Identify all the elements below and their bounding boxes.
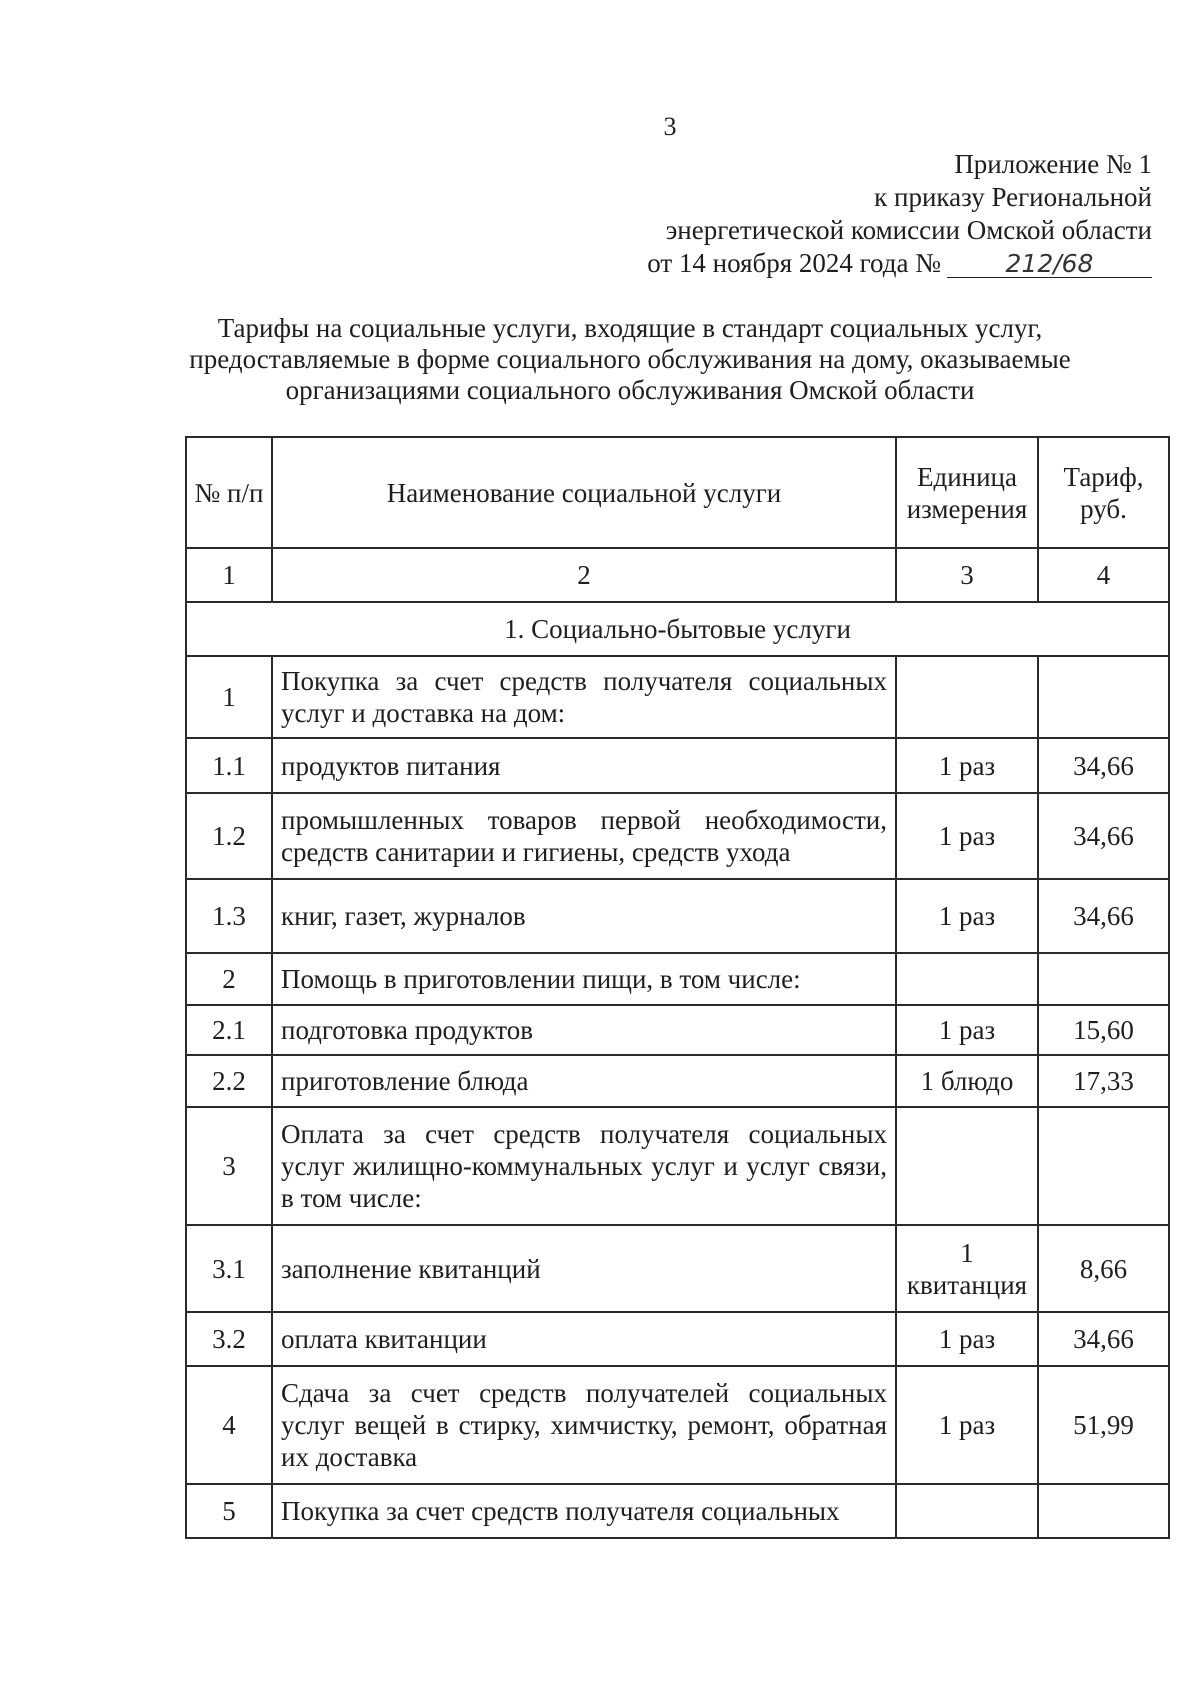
service-name: книг, газет, журналов	[272, 879, 896, 953]
row-number: 1.1	[186, 738, 272, 793]
unit-of-measure: 1 квитанция	[896, 1225, 1038, 1312]
row-number: 1.2	[186, 793, 272, 879]
unit-of-measure: 1 раз	[896, 1005, 1038, 1055]
tariffs-table	[185, 436, 1170, 1539]
appendix-line-3: энергетической комиссии Омской области	[665, 215, 1152, 245]
title-line-2: предоставляемые в форме социального обслуживания на дому, оказываемые	[189, 344, 1071, 374]
row-number: 3.1	[186, 1225, 272, 1312]
table-row	[186, 738, 1169, 793]
tariff-value: 34,66	[1038, 793, 1169, 879]
order-date-text: от 14 ноября 2024 года №	[647, 248, 941, 278]
unit-of-measure	[896, 953, 1038, 1005]
title-line-3: организациями социального обслуживания Омской области	[285, 375, 975, 405]
table-row	[186, 1312, 1169, 1366]
header-unit: Единица измерения	[896, 437, 1038, 548]
unit-of-measure: 1 раз	[896, 1366, 1038, 1484]
unit-of-measure: 1 раз	[896, 879, 1038, 953]
unit-of-measure: 1 раз	[896, 738, 1038, 793]
service-name: промышленных товаров первой необходимости, средств санитарии и гигиены, средств ухода	[272, 793, 896, 879]
tariff-value	[1038, 953, 1169, 1005]
table-header-row	[186, 437, 1169, 548]
column-number: 1	[186, 548, 272, 602]
unit-of-measure: 1 блюдо	[896, 1055, 1038, 1107]
table-row	[186, 879, 1169, 953]
row-number: 3.2	[186, 1312, 272, 1366]
header-name: Наименование социальной услуги	[272, 437, 896, 548]
appendix-line-2: к приказу Региональной	[874, 182, 1152, 212]
unit-of-measure	[896, 656, 1038, 738]
service-name: Помощь в приготовлении пищи, в том числе:	[272, 953, 896, 1005]
table-row	[186, 793, 1169, 879]
row-number: 1.3	[186, 879, 272, 953]
unit-of-measure	[896, 1484, 1038, 1538]
service-name: Сдача за счет средств получателей социальных услуг вещей в стирку, химчистку, ремонт, обратная их доставка	[272, 1366, 896, 1484]
service-name: заполнение квитанций	[272, 1225, 896, 1312]
tariff-value	[1038, 656, 1169, 738]
column-number: 2	[272, 548, 896, 602]
service-name: оплата квитанции	[272, 1312, 896, 1366]
table-row	[186, 1484, 1169, 1538]
service-name: Покупка за счет средств получателя социальных	[272, 1484, 896, 1538]
tariff-value: 15,60	[1038, 1005, 1169, 1055]
row-number: 2	[186, 953, 272, 1005]
service-name: Покупка за счет средств получателя социальных услуг и доставка на дом:	[272, 656, 896, 738]
row-number: 2.1	[186, 1005, 272, 1055]
service-name: приготовление блюда	[272, 1055, 896, 1107]
table-row	[186, 1107, 1169, 1225]
tariff-value: 34,66	[1038, 1312, 1169, 1366]
page-number: 3	[663, 112, 677, 141]
tariff-value: 34,66	[1038, 738, 1169, 793]
section-row	[186, 602, 1169, 656]
section-title: 1. Социально-бытовые услуги	[186, 602, 1169, 656]
column-number: 4	[1038, 548, 1169, 602]
table-row	[186, 1005, 1169, 1055]
row-number: 2.2	[186, 1055, 272, 1107]
row-number: 3	[186, 1107, 272, 1225]
service-name: продуктов питания	[272, 738, 896, 793]
row-number: 4	[186, 1366, 272, 1484]
order-number-handwritten: 212/68	[947, 251, 1152, 278]
tariff-value: 34,66	[1038, 879, 1169, 953]
service-name: подготовка продуктов	[272, 1005, 896, 1055]
column-number: 3	[896, 548, 1038, 602]
row-number: 5	[186, 1484, 272, 1538]
table-row	[186, 1366, 1169, 1484]
unit-of-measure: 1 раз	[896, 793, 1038, 879]
document-title	[130, 313, 1130, 406]
appendix-line-1: Приложение № 1	[954, 149, 1152, 179]
unit-of-measure: 1 раз	[896, 1312, 1038, 1366]
appendix-line-4	[647, 247, 1152, 280]
service-name: Оплата за счет средств получателя социальных услуг жилищно-коммунальных услуг и услуг связи, в том числе:	[272, 1107, 896, 1225]
tariff-value: 51,99	[1038, 1366, 1169, 1484]
table-row	[186, 656, 1169, 738]
unit-of-measure	[896, 1107, 1038, 1225]
column-number-row	[186, 548, 1169, 602]
tariff-value: 8,66	[1038, 1225, 1169, 1312]
header-num: № п/п	[186, 437, 272, 548]
table-row	[186, 1225, 1169, 1312]
tariff-value	[1038, 1107, 1169, 1225]
appendix-block	[647, 148, 1152, 280]
table-row	[186, 1055, 1169, 1107]
row-number: 1	[186, 656, 272, 738]
tariff-value	[1038, 1484, 1169, 1538]
table-row	[186, 953, 1169, 1005]
tariff-value: 17,33	[1038, 1055, 1169, 1107]
title-line-1: Тарифы на социальные услуги, входящие в стандарт социальных услуг,	[217, 313, 1043, 343]
header-tariff: Тариф, руб.	[1038, 437, 1169, 548]
